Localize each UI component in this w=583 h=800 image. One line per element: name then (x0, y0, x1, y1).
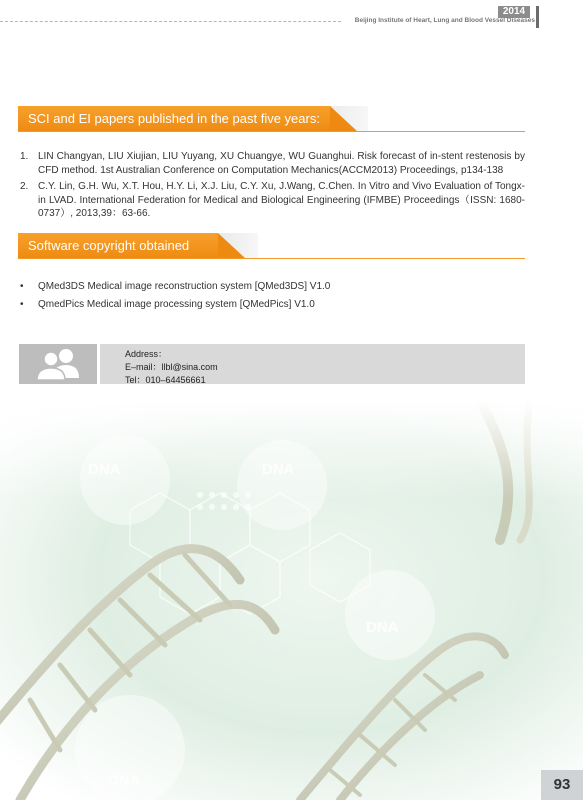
bullet-icon: • (20, 299, 24, 310)
paper-citation: C.Y. Lin, G.H. Wu, X.T. Hou, H.Y. Li, X.J. Liu, C.Y. Xu, J.Wang, C.Chen. In Vitro and Vivo Evaluation of Tongx-in LVAD. International Federation for Medical and Biological Engineering (IFMBE) Proceedings（ISSN: 1680-0737）, 2013,39：63-66. (38, 181, 525, 219)
contact-email: E–mail：llbl@sina.com (125, 362, 218, 372)
contact-info (100, 344, 525, 384)
dna-background (0, 400, 583, 800)
dna-watermark: DNA (88, 461, 121, 478)
software-rule (18, 258, 525, 259)
institute-name: Beijing Institute of Heart, Lung and Blood Vessel Diseases (354, 17, 535, 24)
paper-item (20, 180, 525, 221)
paper-item (20, 150, 525, 177)
papers-banner (18, 106, 368, 132)
paper-number: 2. (20, 181, 29, 192)
top-fade (0, 400, 583, 800)
header-bar (536, 6, 539, 28)
bullet-icon: • (20, 281, 24, 292)
banner-tail (218, 233, 246, 259)
contact-address: Address： (125, 349, 168, 359)
header-divider (0, 21, 341, 22)
contact-tel: Tel：010–64456661 (125, 375, 206, 385)
software-banner (18, 233, 258, 259)
year-badge: 2014 (498, 6, 530, 18)
paper-number: 1. (20, 151, 29, 162)
software-title: Software copyright obtained (18, 233, 218, 259)
contact-avatar (19, 344, 97, 384)
software-item (20, 299, 315, 310)
software-text: QmedPics Medical image processing system [QMedPics] V1.0 (38, 299, 315, 310)
software-item (20, 281, 330, 292)
software-text: QMed3DS Medical image reconstruction system [QMed3DS] V1.0 (38, 281, 331, 292)
papers-rule (18, 131, 525, 132)
paper-citation: LIN Changyan, LIU Xiujian, LIU Yuyang, XU Chuangye, WU Guanghui. Risk forecast of in-stent restenosis by CFD method. 1st Australian Conference on Computation Mechanics(ACCM2013) Proceedings, p134-138 (38, 151, 525, 176)
banner-tail (330, 106, 358, 132)
dna-watermark: DNA (262, 461, 295, 478)
people-icon (19, 344, 97, 384)
page-number: 93 (541, 770, 583, 800)
papers-title: SCI and EI papers published in the past five years: (18, 106, 330, 132)
dna-watermark: DNA (108, 772, 141, 789)
dna-watermark: DNA (366, 619, 399, 636)
